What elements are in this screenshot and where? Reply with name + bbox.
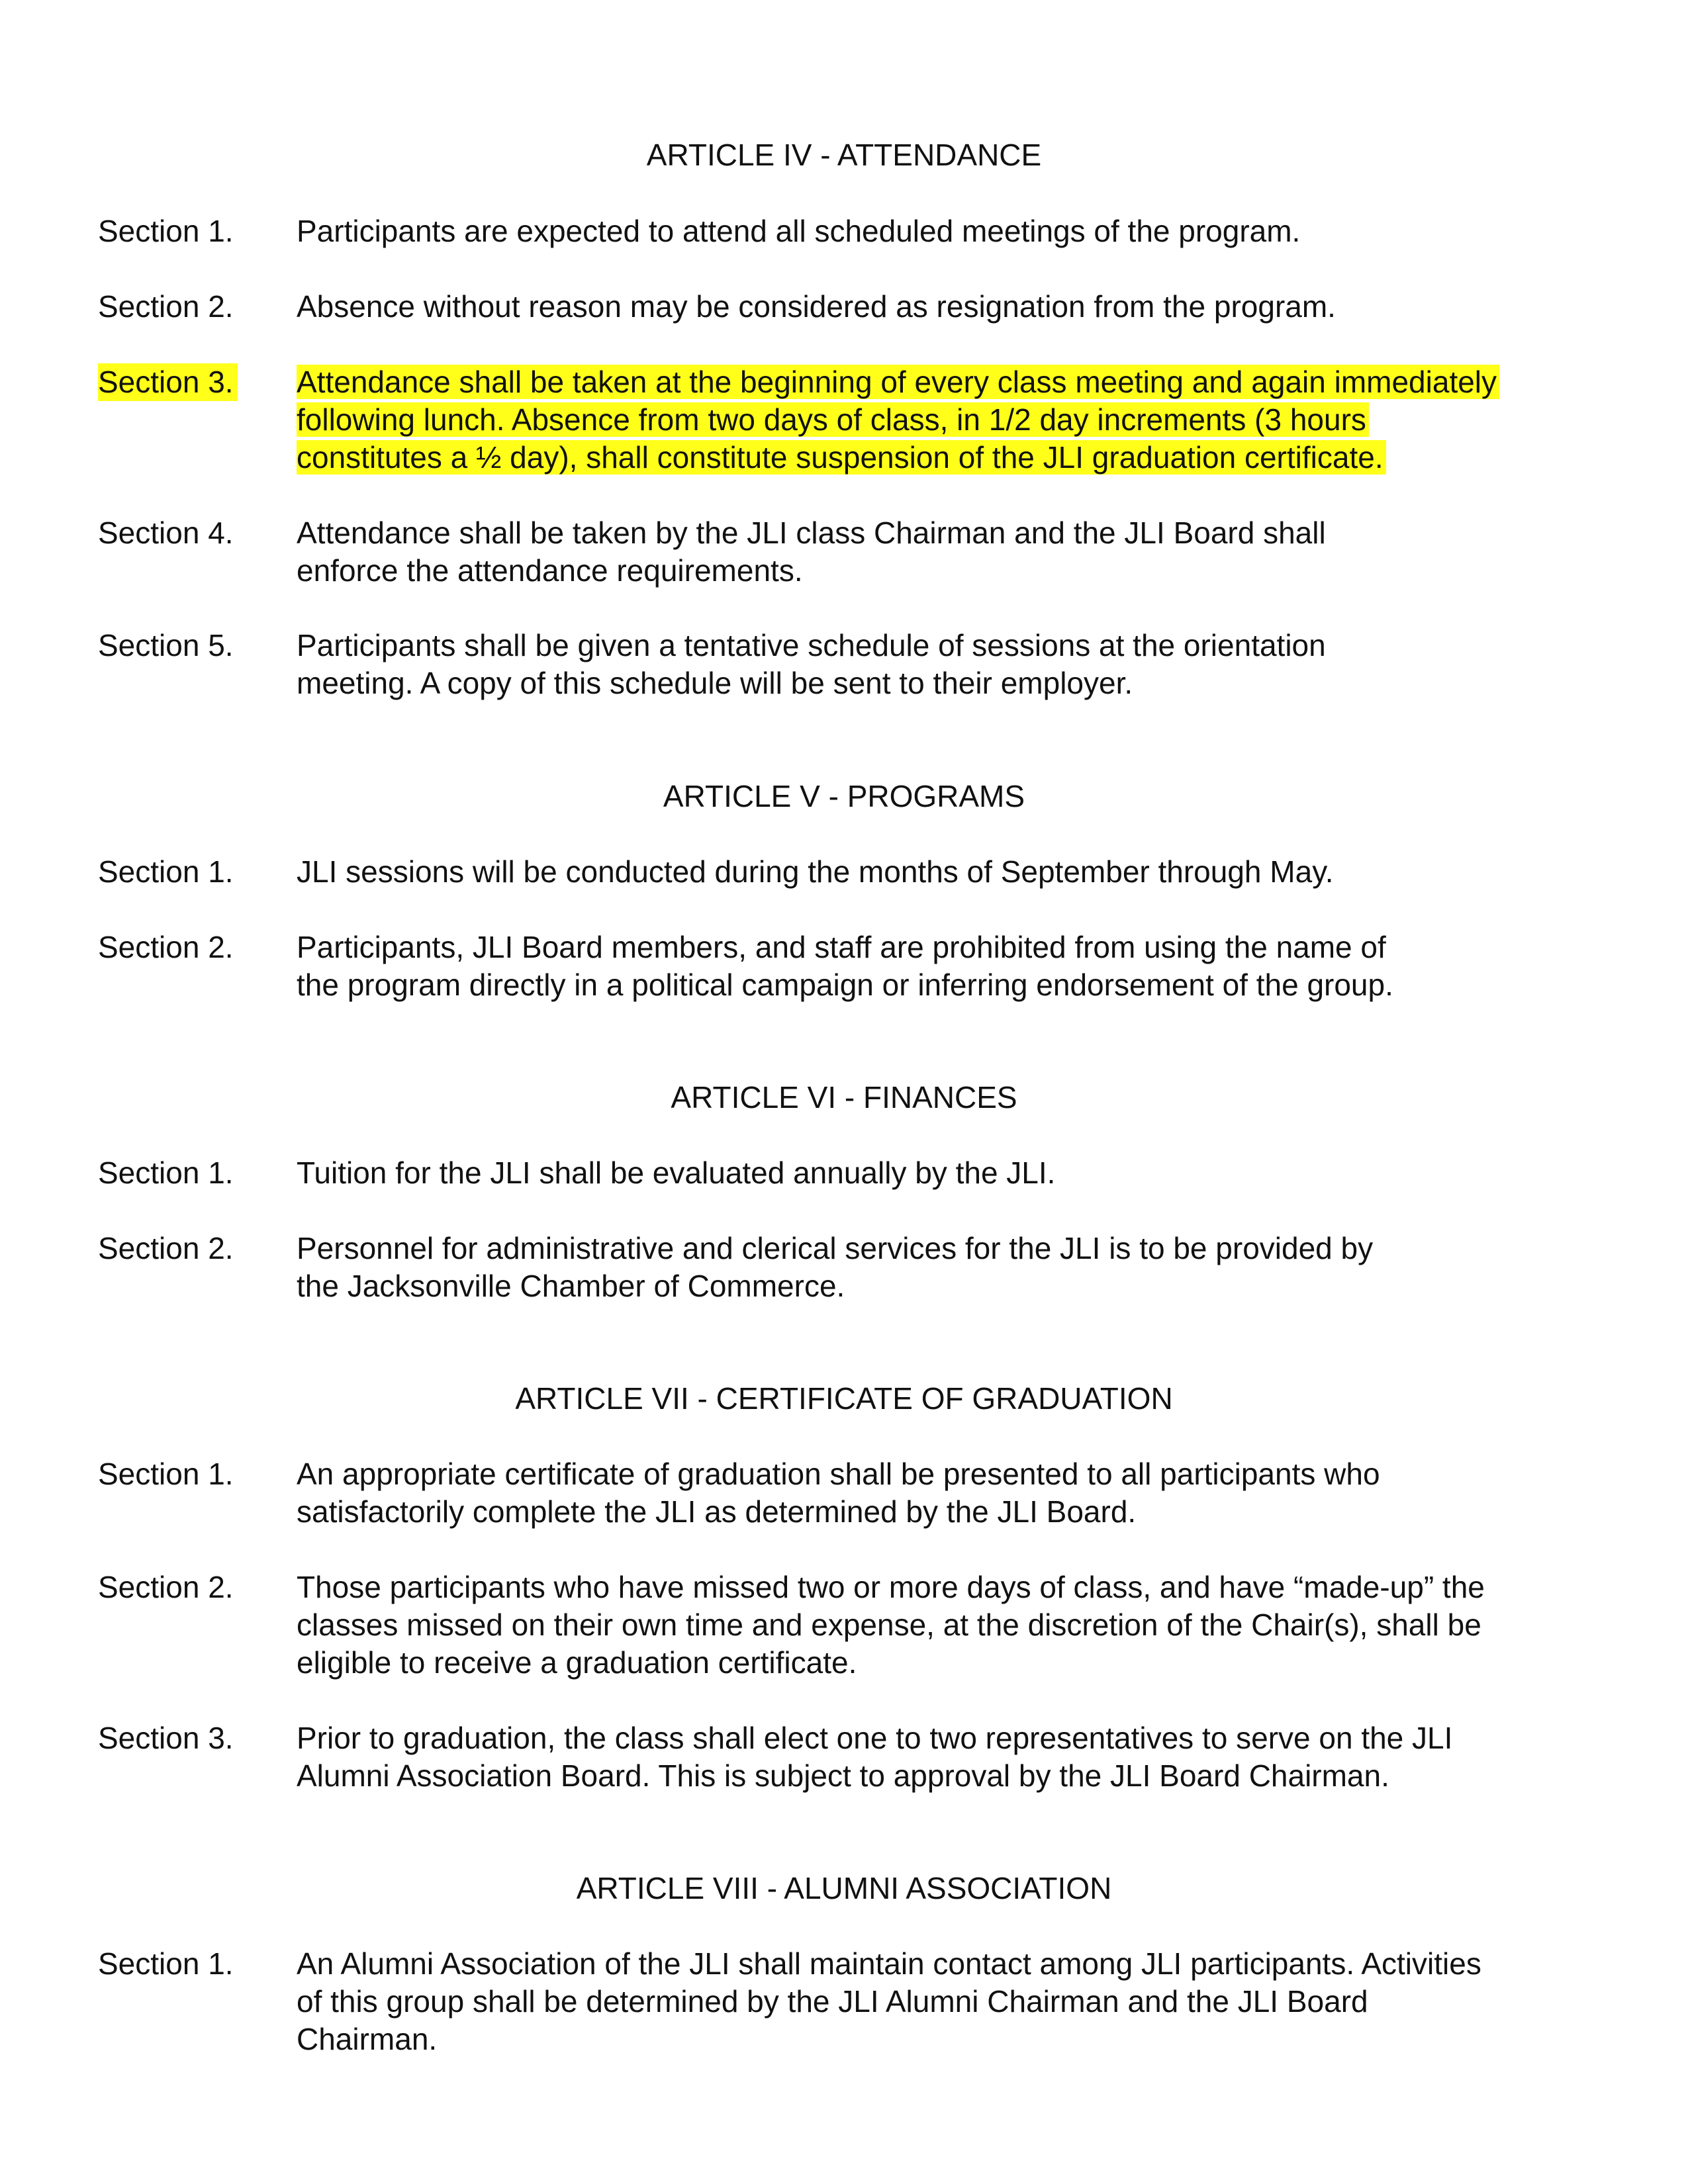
section-line: An Alumni Association of the JLI shall maintain contact among JLI participants. Activities xyxy=(297,1946,1481,1981)
section-line: the program directly in a political campaign or inferring endorsement of the group. xyxy=(297,968,1393,1002)
section-label: Section 1. xyxy=(98,854,234,889)
section-label: Section 5. xyxy=(98,628,234,662)
section-text xyxy=(297,514,1620,590)
section-line: Participants, JLI Board members, and staff are prohibited from using the name of xyxy=(297,930,1386,964)
section-line xyxy=(297,401,1620,439)
section-line: Alumni Association Board. This is subject to approval by the JLI Board Chairman. xyxy=(297,1758,1389,1793)
section-text-highlighted xyxy=(297,363,1620,477)
section-label: Section 1. xyxy=(98,1156,234,1190)
article-4-title: ARTICLE IV - ATTENDANCE xyxy=(646,138,1042,172)
section-line: Personnel for administrative and clerical services for the JLI is to be provided by xyxy=(297,1231,1374,1265)
section-line: satisfactorily complete the JLI as determined by the JLI Board. xyxy=(297,1494,1137,1529)
article-6-title: ARTICLE VI - FINANCES xyxy=(671,1080,1017,1115)
section-line: enforce the attendance requirements. xyxy=(297,553,803,588)
highlighted-text: following lunch. Absence from two days of class, in 1/2 day increments (3 hours xyxy=(297,402,1369,437)
section-line: Tuition for the JLI shall be evaluated annually by the JLI. xyxy=(297,1156,1056,1190)
section-line: of this group shall be determined by the JLI Alumni Chairman and the JLI Board xyxy=(297,1984,1368,2019)
section-line: classes missed on their own time and expense, at the discretion of the Chair(s), shall be xyxy=(297,1608,1481,1642)
section-label: Section 2. xyxy=(98,930,234,964)
section-text xyxy=(297,1230,1620,1305)
section-line: Participants are expected to attend all scheduled meetings of the program. xyxy=(297,214,1301,248)
highlighted-text: constitutes a ½ day), shall constitute suspension of the JLI graduation certificate. xyxy=(297,440,1386,475)
section-line: Absence without reason may be considered as resignation from the program. xyxy=(297,289,1336,324)
section-label: Section 4. xyxy=(98,516,234,550)
highlighted-text: Attendance shall be taken at the beginning of every class meeting and again immediately xyxy=(297,365,1499,399)
section-label: Section 2. xyxy=(98,289,234,324)
section-text xyxy=(297,853,1620,891)
section-line: Prior to graduation, the class shall elect one to two representatives to serve on the JLI xyxy=(297,1721,1453,1755)
article-7-title: ARTICLE VII - CERTIFICATE OF GRADUATION xyxy=(515,1381,1173,1416)
section-line: Attendance shall be taken by the JLI class Chairman and the JLI Board shall xyxy=(297,516,1326,550)
section-line: JLI sessions will be conducted during the months of September through May. xyxy=(297,854,1334,889)
article-8-title: ARTICLE VIII - ALUMNI ASSOCIATION xyxy=(576,1871,1112,1905)
section-label: Section 1. xyxy=(98,1946,234,1981)
section-text xyxy=(297,627,1620,702)
section-text xyxy=(297,1569,1620,1682)
article-5-title: ARTICLE V - PROGRAMS xyxy=(663,779,1025,813)
section-line xyxy=(297,363,1620,401)
section-text xyxy=(297,288,1620,326)
section-text xyxy=(297,1154,1620,1192)
section-line xyxy=(297,439,1620,477)
section-text xyxy=(297,929,1620,1004)
section-line: Those participants who have missed two or more days of class, and have “made-up” the xyxy=(297,1570,1485,1604)
section-line: Participants shall be given a tentative schedule of sessions at the orientation xyxy=(297,628,1326,662)
section-text xyxy=(297,1455,1620,1531)
section-label: Section 1. xyxy=(98,1457,234,1491)
section-label: Section 1. xyxy=(98,214,234,248)
section-line: Chairman. xyxy=(297,2022,438,2056)
section-label: Section 3. xyxy=(98,363,238,401)
section-label: Section 2. xyxy=(98,1570,234,1604)
section-text xyxy=(297,212,1620,250)
section-label: Section 2. xyxy=(98,1231,234,1265)
section-text xyxy=(297,1945,1620,2058)
section-line: the Jacksonville Chamber of Commerce. xyxy=(297,1269,845,1303)
section-line: An appropriate certificate of graduation shall be presented to all participants who xyxy=(297,1457,1380,1491)
section-label: Section 3. xyxy=(98,1721,234,1755)
section-text xyxy=(297,1719,1620,1795)
section-line: eligible to receive a graduation certificate. xyxy=(297,1645,857,1680)
section-line: meeting. A copy of this schedule will be sent to their employer. xyxy=(297,666,1133,700)
